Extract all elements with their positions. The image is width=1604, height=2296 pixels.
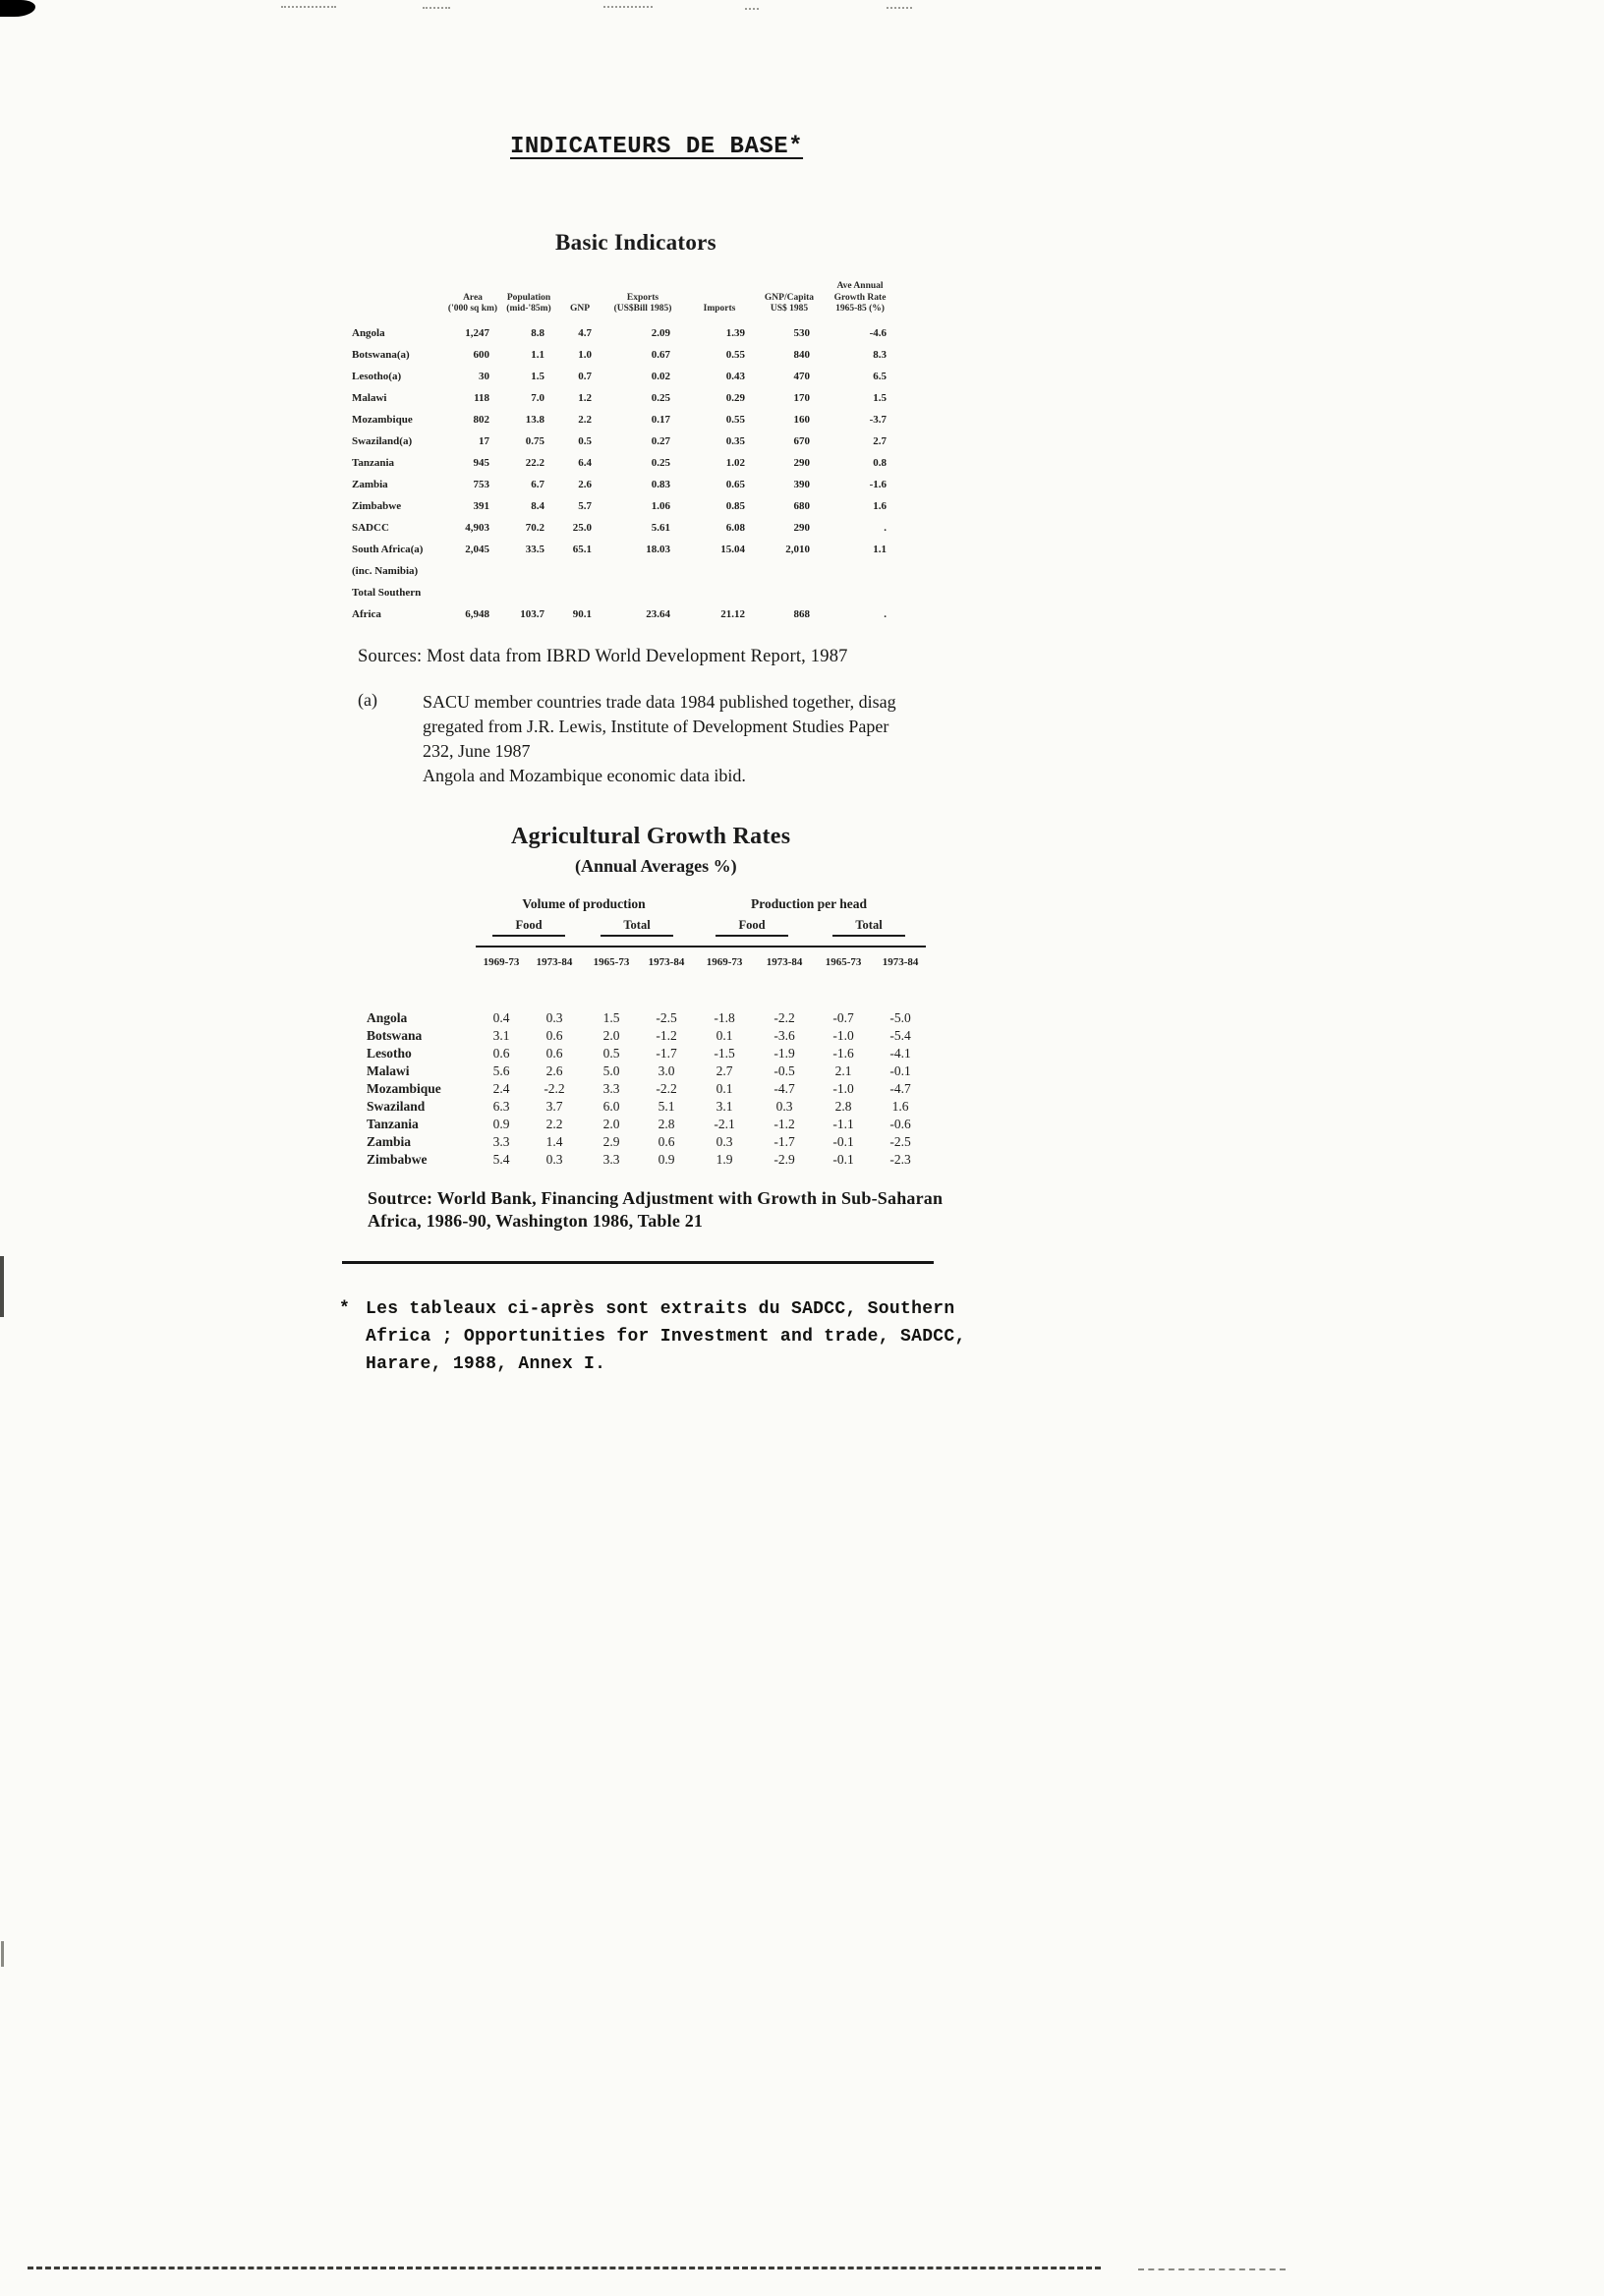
cell: 0.1 xyxy=(716,1028,733,1043)
footnote-text xyxy=(366,1295,988,1378)
cell: -3.7 xyxy=(869,413,887,426)
cell: 600 xyxy=(473,348,489,361)
table-row xyxy=(366,1098,926,1116)
period-header: 1973-84 xyxy=(757,947,812,1009)
row-label: Malawi xyxy=(367,1063,410,1078)
cell: 21.12 xyxy=(720,607,745,620)
cell: -3.6 xyxy=(773,1028,795,1043)
cell: -0.7 xyxy=(832,1010,854,1025)
cell: 1.1 xyxy=(531,348,544,361)
cell: 5.6 xyxy=(492,1063,510,1078)
table-row xyxy=(352,366,898,387)
cell: 2.8 xyxy=(834,1099,852,1114)
text-line: SACU member countries trade data 1984 published together, disag xyxy=(423,692,896,712)
cell: 1.5 xyxy=(602,1010,620,1025)
sub-header-total: Total xyxy=(582,917,692,947)
cell: 3.7 xyxy=(545,1099,563,1114)
cell: -1.2 xyxy=(773,1117,795,1131)
period-header-row xyxy=(366,947,926,1009)
cell xyxy=(682,560,757,582)
table-row xyxy=(352,344,898,366)
cell: -1.2 xyxy=(656,1028,677,1043)
cell: 70.2 xyxy=(525,521,544,534)
header-line: Imports xyxy=(703,304,736,314)
col-header-population xyxy=(501,281,556,322)
table-row xyxy=(352,322,898,344)
table-row xyxy=(366,1116,926,1133)
text-line: Harare, 1988, Annex I. xyxy=(366,1354,606,1374)
table-row xyxy=(352,430,898,452)
cell: 530 xyxy=(793,326,810,339)
footnote-a xyxy=(358,690,923,788)
agri-body xyxy=(366,1009,926,1169)
cell: -4.7 xyxy=(773,1081,795,1096)
agri-heading: Agricultural Growth Rates xyxy=(511,824,791,849)
cell: 7.0 xyxy=(531,391,544,404)
sub-header-food: Food xyxy=(692,917,812,947)
cell: 2.4 xyxy=(492,1081,510,1096)
cell: -1.7 xyxy=(773,1134,795,1149)
header-line: Area xyxy=(463,292,483,303)
table-row xyxy=(366,1045,926,1062)
table-row xyxy=(352,495,898,517)
row-label: SADCC xyxy=(352,521,389,534)
cell: -2.5 xyxy=(889,1134,911,1149)
cell: 2,010 xyxy=(785,543,810,555)
cell: 2.0 xyxy=(602,1028,620,1043)
cell: 0.55 xyxy=(725,348,745,361)
cell: 2.7 xyxy=(716,1063,733,1078)
row-label: Zambia xyxy=(352,478,388,490)
cell: -1.0 xyxy=(832,1028,854,1043)
cell: -2.2 xyxy=(544,1081,565,1096)
cell: 0.6 xyxy=(545,1046,563,1061)
col-header-growth-rate xyxy=(822,281,898,322)
agri-source xyxy=(368,1187,957,1233)
text-line: Les tableaux ci-après sont extraits du SADCC, Southern xyxy=(366,1299,955,1319)
cell: 6.4 xyxy=(578,456,592,469)
row-label: Zimbabwe xyxy=(352,499,402,512)
cell: -0.1 xyxy=(832,1152,854,1167)
cell: 0.6 xyxy=(545,1028,563,1043)
row-label: Swaziland(a) xyxy=(352,434,413,447)
footnote-a-label: (a) xyxy=(358,690,377,710)
cell: 0.25 xyxy=(651,391,670,404)
cell xyxy=(444,582,501,603)
cell: 0.5 xyxy=(578,434,592,447)
row-label: South Africa(a) xyxy=(352,543,424,555)
cell: 0.65 xyxy=(725,478,745,490)
scan-artifact xyxy=(423,7,450,9)
period-header: 1965-73 xyxy=(582,947,641,1009)
cell: 13.8 xyxy=(525,413,544,426)
cell: 2.8 xyxy=(658,1117,675,1131)
table-row xyxy=(352,539,898,560)
table-row xyxy=(352,387,898,409)
cell: -2.2 xyxy=(773,1010,795,1025)
cell: 170 xyxy=(793,391,810,404)
scan-artifact xyxy=(0,1256,4,1317)
scan-artifact xyxy=(281,6,336,8)
cell xyxy=(501,582,556,603)
cell: 2.09 xyxy=(651,326,670,339)
cell: 0.3 xyxy=(545,1010,563,1025)
row-label: Angola xyxy=(367,1010,408,1025)
cell: 2.1 xyxy=(834,1063,852,1078)
cell: 4.7 xyxy=(578,326,592,339)
cell: -1.6 xyxy=(869,478,887,490)
row-label: Africa xyxy=(352,607,381,620)
cell xyxy=(556,560,603,582)
cell xyxy=(822,582,898,603)
cell: 5.1 xyxy=(658,1099,675,1114)
cell: 945 xyxy=(473,456,489,469)
cell: 3.3 xyxy=(602,1081,620,1096)
col-header-gnp xyxy=(556,281,603,322)
cell: 6.5 xyxy=(873,370,887,382)
cell: 2,045 xyxy=(465,543,489,555)
cell: 390 xyxy=(793,478,810,490)
cell: 8.3 xyxy=(873,348,887,361)
cell: 0.3 xyxy=(775,1099,793,1114)
header-row xyxy=(352,281,898,322)
header-line: Growth Rate xyxy=(833,292,887,303)
cell: -4.1 xyxy=(889,1046,911,1061)
page-footnote xyxy=(339,1295,988,1378)
period-header: 1969-73 xyxy=(476,947,527,1009)
cell xyxy=(603,582,682,603)
table-row xyxy=(352,517,898,539)
cell: 0.4 xyxy=(492,1010,510,1025)
cell: 1.6 xyxy=(891,1099,909,1114)
cell: 0.6 xyxy=(658,1134,675,1149)
row-label: Mozambique xyxy=(367,1081,441,1096)
cell: 0.83 xyxy=(651,478,670,490)
row-label: Botswana(a) xyxy=(352,348,410,361)
cell: 0.35 xyxy=(725,434,745,447)
cell: 0.7 xyxy=(578,370,592,382)
text-line: Soutrce: World Bank, Financing Adjustment with Growth in Sub-Saharan xyxy=(368,1188,944,1208)
cell: -4.7 xyxy=(889,1081,911,1096)
cell: 3.3 xyxy=(602,1152,620,1167)
table-row xyxy=(352,582,898,603)
cell: 802 xyxy=(473,413,489,426)
cell: 470 xyxy=(793,370,810,382)
cell: 30 xyxy=(479,370,489,382)
table-row xyxy=(352,474,898,495)
row-label: Mozambique xyxy=(352,413,413,426)
cell: -2.1 xyxy=(714,1117,735,1131)
header-line: ('000 sq km) xyxy=(447,304,498,314)
cell: 15.04 xyxy=(720,543,745,555)
group-header-volume: Volume of production xyxy=(522,896,646,911)
cell: 290 xyxy=(793,456,810,469)
cell: 2.0 xyxy=(602,1117,620,1131)
text-line: Africa, 1986-90, Washington 1986, Table 21 xyxy=(368,1211,704,1231)
cell: 1.9 xyxy=(716,1152,733,1167)
cell: 5.0 xyxy=(602,1063,620,1078)
cell: 4,903 xyxy=(465,521,489,534)
cell: 680 xyxy=(793,499,810,512)
cell: 1.5 xyxy=(531,370,544,382)
page-title: INDICATEURS DE BASE* xyxy=(510,134,804,160)
cell: 1,247 xyxy=(465,326,489,339)
cell: 0.75 xyxy=(525,434,544,447)
cell: 2.9 xyxy=(602,1134,620,1149)
cell: -1.9 xyxy=(773,1046,795,1061)
cell: 1.6 xyxy=(873,499,887,512)
header-line: Exports xyxy=(626,292,659,303)
cell: 0.17 xyxy=(651,413,670,426)
cell: 2.6 xyxy=(578,478,592,490)
cell: -0.1 xyxy=(832,1134,854,1149)
cell: 1.2 xyxy=(578,391,592,404)
row-label: Zimbabwe xyxy=(367,1152,428,1167)
header-line: Population xyxy=(506,292,551,303)
cell xyxy=(501,560,556,582)
cell xyxy=(444,560,501,582)
basic-indicators-heading: Basic Indicators xyxy=(555,230,716,255)
row-label: Lesotho(a) xyxy=(352,370,402,382)
cell: 0.25 xyxy=(651,456,670,469)
text-line: 232, June 1987 xyxy=(423,741,531,761)
header-line: GNP/Capita xyxy=(764,292,815,303)
scan-artifact xyxy=(1,1941,4,1967)
header-line: GNP xyxy=(569,304,591,314)
cell: 8.4 xyxy=(531,499,544,512)
col-header-exports xyxy=(603,281,682,322)
header-line: 1965-85 (%) xyxy=(835,304,885,314)
cell: 0.6 xyxy=(492,1046,510,1061)
table-row xyxy=(366,1062,926,1080)
cell: 3.1 xyxy=(492,1028,510,1043)
cell xyxy=(822,560,898,582)
cell: 2.6 xyxy=(545,1063,563,1078)
cell xyxy=(757,582,822,603)
row-label: Botswana xyxy=(367,1028,423,1043)
cell: 6.3 xyxy=(492,1099,510,1114)
cell: 5.4 xyxy=(492,1152,510,1167)
cell: -0.5 xyxy=(773,1063,795,1078)
cell: 160 xyxy=(793,413,810,426)
col-header-area xyxy=(444,281,501,322)
cell: 0.29 xyxy=(725,391,745,404)
text-line: Angola and Mozambique economic data ibid. xyxy=(423,766,746,785)
row-label: Tanzania xyxy=(367,1117,419,1131)
cell: 1.39 xyxy=(725,326,745,339)
cell: -1.1 xyxy=(832,1117,854,1131)
sub-header-food: Food xyxy=(476,917,582,947)
cell: 118 xyxy=(474,391,489,404)
cell: 65.1 xyxy=(572,543,592,555)
group-header-per-head: Production per head xyxy=(751,896,868,911)
cell: 1.5 xyxy=(873,391,887,404)
cell: 0.8 xyxy=(873,456,887,469)
cell: 3.1 xyxy=(716,1099,733,1114)
group-header-row xyxy=(366,896,926,917)
cell: 0.43 xyxy=(725,370,745,382)
footnote-marker: * xyxy=(339,1299,351,1319)
cell: 1.0 xyxy=(578,348,592,361)
header-line: Ave Annual xyxy=(836,281,884,291)
cell: 1.06 xyxy=(651,499,670,512)
scan-artifact xyxy=(28,2267,1101,2269)
row-label: (inc. Namibia) xyxy=(352,564,419,577)
cell: 2.2 xyxy=(578,413,592,426)
row-label: Zambia xyxy=(367,1134,412,1149)
scan-artifact xyxy=(603,6,653,8)
cell: 6,948 xyxy=(465,607,489,620)
basic-indicators-table xyxy=(352,281,898,625)
cell: 868 xyxy=(793,607,810,620)
row-label: Angola xyxy=(352,326,385,339)
cell: -1.8 xyxy=(714,1010,735,1025)
cell: 670 xyxy=(793,434,810,447)
cell: 0.9 xyxy=(658,1152,675,1167)
cell: 2.7 xyxy=(873,434,887,447)
period-header: 1973-84 xyxy=(527,947,582,1009)
cell: 1.02 xyxy=(725,456,745,469)
col-header-gnp-capita xyxy=(757,281,822,322)
cell: 22.2 xyxy=(525,456,544,469)
cell: -1.6 xyxy=(832,1046,854,1061)
col-header-country xyxy=(352,281,444,322)
col-header-country xyxy=(366,896,476,917)
cell: 23.64 xyxy=(646,607,670,620)
cell: 391 xyxy=(473,499,489,512)
cell: . xyxy=(884,521,887,534)
header-line: (US$Bill 1985) xyxy=(613,304,672,314)
cell: 6.7 xyxy=(531,478,544,490)
agri-subheading: (Annual Averages %) xyxy=(575,856,737,876)
cell: -0.6 xyxy=(889,1117,911,1131)
cell: 18.03 xyxy=(646,543,670,555)
cell: -2.2 xyxy=(656,1081,677,1096)
period-header: 1965-73 xyxy=(812,947,875,1009)
footnote-a-text xyxy=(423,690,923,788)
cell: 0.3 xyxy=(545,1152,563,1167)
cell: 90.1 xyxy=(572,607,592,620)
cell: -1.0 xyxy=(832,1081,854,1096)
table-row xyxy=(366,1080,926,1098)
cell: . xyxy=(884,607,887,620)
row-label: Total Southern xyxy=(352,586,422,599)
cell: 6.0 xyxy=(602,1099,620,1114)
cell: 0.02 xyxy=(651,370,670,382)
cell: -0.1 xyxy=(889,1063,911,1078)
cell: 6.08 xyxy=(725,521,745,534)
cell xyxy=(757,560,822,582)
cell: 33.5 xyxy=(525,543,544,555)
cell: 3.3 xyxy=(492,1134,510,1149)
table-row xyxy=(352,452,898,474)
table-row xyxy=(352,603,898,625)
scan-artifact xyxy=(745,8,759,10)
divider xyxy=(342,1261,934,1264)
table-row xyxy=(366,1027,926,1045)
basic-indicators-body xyxy=(352,322,898,625)
cell: 0.27 xyxy=(651,434,670,447)
cell: 840 xyxy=(793,348,810,361)
cell: 0.67 xyxy=(651,348,670,361)
cell: 2.2 xyxy=(545,1117,563,1131)
cell xyxy=(556,582,603,603)
cell: 103.7 xyxy=(520,607,544,620)
cell: -5.4 xyxy=(889,1028,911,1043)
cell: -1.5 xyxy=(714,1046,735,1061)
cell: 0.5 xyxy=(602,1046,620,1061)
cell: 290 xyxy=(793,521,810,534)
row-label: Lesotho xyxy=(367,1046,412,1061)
cell: 0.55 xyxy=(725,413,745,426)
cell: 1.4 xyxy=(545,1134,563,1149)
scan-artifact xyxy=(1138,2268,1286,2270)
scan-artifact xyxy=(0,0,35,17)
sub-header-total: Total xyxy=(812,917,926,947)
table-row xyxy=(352,409,898,430)
row-label: Malawi xyxy=(352,391,387,404)
text-line: gregated from J.R. Lewis, Institute of Development Studies Paper xyxy=(423,717,889,736)
agri-growth-table xyxy=(366,896,926,1169)
table-row xyxy=(366,1009,926,1027)
row-label: Swaziland xyxy=(367,1099,426,1114)
table-row xyxy=(352,560,898,582)
header-line: US$ 1985 xyxy=(770,304,809,314)
table-row xyxy=(366,1151,926,1169)
cell: -2.9 xyxy=(773,1152,795,1167)
cell xyxy=(603,560,682,582)
period-header: 1969-73 xyxy=(692,947,757,1009)
table-row xyxy=(366,1133,926,1151)
cell xyxy=(682,582,757,603)
text-line: Africa ; Opportunities for Investment and trade, SADCC, xyxy=(366,1327,966,1347)
cell: 0.9 xyxy=(492,1117,510,1131)
period-header: 1973-84 xyxy=(641,947,692,1009)
cell: 5.7 xyxy=(578,499,592,512)
cell: -5.0 xyxy=(889,1010,911,1025)
cell: 0.3 xyxy=(716,1134,733,1149)
cell: 1.1 xyxy=(873,543,887,555)
cell: 25.0 xyxy=(572,521,592,534)
cell: 753 xyxy=(473,478,489,490)
cell: -4.6 xyxy=(869,326,887,339)
period-header: 1973-84 xyxy=(875,947,926,1009)
cell: -1.7 xyxy=(656,1046,677,1061)
cell: -2.5 xyxy=(656,1010,677,1025)
sources-line: Sources: Most data from IBRD World Development Report, 1987 xyxy=(358,647,848,666)
cell: 17 xyxy=(479,434,489,447)
cell: -2.3 xyxy=(889,1152,911,1167)
row-label: Tanzania xyxy=(352,456,395,469)
header-line: (mid-'85m) xyxy=(506,304,551,314)
cell: 8.8 xyxy=(531,326,544,339)
cell: 5.61 xyxy=(651,521,670,534)
cell: 3.0 xyxy=(658,1063,675,1078)
col-header-imports xyxy=(682,281,757,322)
sub-header-row xyxy=(366,917,926,947)
cell: 0.85 xyxy=(725,499,745,512)
scan-artifact xyxy=(887,7,912,9)
cell: 0.1 xyxy=(716,1081,733,1096)
